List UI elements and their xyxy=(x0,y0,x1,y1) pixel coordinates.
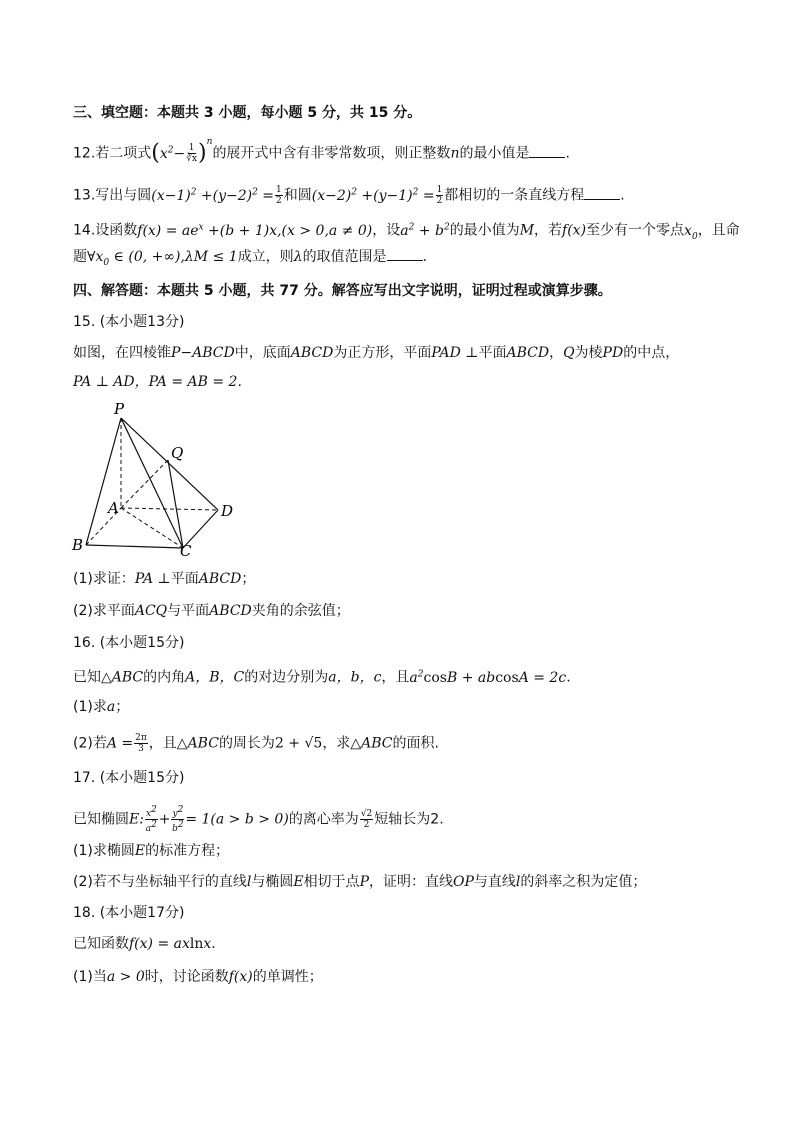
q16-part2-perimeter: 2 + √5 xyxy=(274,735,323,752)
q12-number: 12. xyxy=(73,145,96,162)
edge-CQ xyxy=(168,460,183,548)
q12-end: . xyxy=(565,145,570,162)
q16-part2-frac: $\frac{2\pi}{3}$ xyxy=(135,733,147,754)
q15-plane2: ABCD xyxy=(506,345,550,361)
q16-triangle: △ABC xyxy=(101,669,144,686)
q15-part1-pre: (1)求证： xyxy=(73,571,135,587)
label-D: D xyxy=(221,502,234,520)
q17-l: l xyxy=(246,874,252,890)
q12-expr: $x^2-$ xyxy=(159,145,186,162)
q14-ab: $a^2 + b^2$ xyxy=(400,222,450,239)
label-Q: Q xyxy=(171,444,184,462)
q15-plane: PAD ⊥ xyxy=(431,345,479,361)
q14-mid3: ，若 xyxy=(534,222,563,239)
question-14-line2 xyxy=(73,247,427,273)
edge-BC xyxy=(86,545,183,548)
q15-part2-mid: 与平面 xyxy=(167,603,210,619)
q15-PD: PD xyxy=(602,345,624,361)
q14-number: 14. xyxy=(73,222,96,239)
label-C: C xyxy=(180,542,192,558)
q14-line2-tail: 的取值范围是 xyxy=(302,249,387,265)
q14-pre: 设函数 xyxy=(95,222,138,239)
q14-end: . xyxy=(422,249,428,265)
q18-part1 xyxy=(73,967,323,987)
q17-part2-mid2: 相切于点 xyxy=(303,874,360,890)
q13-pre: 写出与圆 xyxy=(95,187,152,204)
q17-part1-E: E xyxy=(134,843,146,859)
q18-func: f(x) = axlnx xyxy=(129,936,212,952)
q16-part2-tri: △ABC xyxy=(176,735,219,752)
q15-base: ABCD xyxy=(290,345,334,361)
q15-part2-ABCD: ABCD xyxy=(209,603,252,619)
q18-part1-cond: a > 0 xyxy=(106,969,145,985)
q17-part1-pre: (1)求椭圆 xyxy=(73,843,135,859)
question-12: 12.若二项式($x^2-$ $\frac{1}{∛x}$ )$^n$的展开式中含有非零常数项，则正整数n的最小值是 . xyxy=(73,137,570,166)
edge-PD xyxy=(121,418,218,510)
q16-stem-pre: 已知 xyxy=(73,669,101,686)
q17-l2: l xyxy=(515,874,521,890)
q17-stem: 已知椭圆E: $\frac{x^2}{a^2}$ + $\frac{y^2}{b^2}$ = 1(a > b > 0)的离心率为 $\frac{√2}{2}$ 短轴长为2. xyxy=(73,805,444,834)
q16-part1-a: a xyxy=(106,699,116,715)
q13-frac1: $\frac{1}{2}$ xyxy=(276,185,282,207)
q14-lambda: λ xyxy=(293,249,303,265)
q15-Q: Q xyxy=(563,345,575,361)
q15-part2-ACQ: ACQ xyxy=(134,603,168,619)
q15-part1 xyxy=(73,569,255,589)
q14-line2-pre: 题 xyxy=(73,249,87,265)
q16-stem-mid3: ，且 xyxy=(381,669,410,686)
q15-part1-math: PA ⊥ xyxy=(134,571,171,587)
q15-part2 xyxy=(73,601,350,621)
q17-E: E: xyxy=(129,811,144,828)
q16-part2-A: A = xyxy=(106,735,134,752)
q16-part2 xyxy=(73,733,439,754)
q16-part2-mid3: ，求 xyxy=(322,735,351,752)
q15-stem-line2: PA ⊥ AD，PA = AB = 2. xyxy=(73,374,242,390)
q14-mid2: 的最小值为 xyxy=(449,222,520,239)
q12-var: n xyxy=(450,145,460,162)
q16-part2-mid2: 的周长为 xyxy=(218,735,275,752)
q17-part2-mid: 与椭圆 xyxy=(251,874,294,890)
q15-title: 15. (本小题13分) xyxy=(73,314,185,330)
q14-line1-end: ，且命 xyxy=(697,222,740,239)
q13-circle2: $(x-2)^2 +(y-1)^2$ = xyxy=(311,187,435,204)
q17-part1-end: 的标准方程； xyxy=(145,843,230,859)
label-P: P xyxy=(114,400,125,418)
q16-angles: A，B，C xyxy=(185,669,245,686)
q17-P: P xyxy=(359,874,369,890)
q12-lparen: ( xyxy=(151,140,160,166)
q15-part1-plane: ABCD xyxy=(198,571,242,587)
q17-part2 xyxy=(73,872,646,892)
q16-stem: 已知△ABC的内角A，B，C的对边分别为a，b，c，且$a^2\cos B + abcosA = 2c$. xyxy=(73,669,571,686)
label-A: A xyxy=(108,499,119,517)
q16-part2-tri2: △ABC xyxy=(350,735,393,752)
q15-pyramid: P−ABCD xyxy=(171,345,235,361)
q14-mid4: 至少有一个零点 xyxy=(586,222,685,239)
q17-ecc: $\frac{√2}{2}$ xyxy=(360,809,373,830)
q17-E2: E xyxy=(293,874,304,890)
q14-fx: f(x) xyxy=(562,222,587,239)
q17-stem-end: 短轴长为2. xyxy=(374,811,444,828)
q17-part2-pre: (2)若不与坐标轴平行的直线 xyxy=(73,874,247,890)
q16-part1 xyxy=(73,697,129,717)
q17-part2-end: 的斜率之积为定值； xyxy=(520,874,647,890)
fill-section-header: 三、填空题：本题共 3 小题，每小题 5 分，共 15 分。 xyxy=(73,105,422,121)
q16-part2-end: 的面积. xyxy=(392,735,439,752)
q16-equation: $a^2\cos B + abcosA = 2c$ xyxy=(409,669,567,686)
q17-title: 17. (本小题15分) xyxy=(73,770,185,786)
q16-title: 16. (本小题15分) xyxy=(73,635,185,651)
pyramid-figure xyxy=(68,398,248,558)
q16-part2-mid: ，且 xyxy=(148,735,177,752)
q17-OP: OP xyxy=(452,874,474,890)
q12-pre: 若二项式 xyxy=(95,145,152,162)
q17-stem-pre: 已知椭圆 xyxy=(73,811,129,828)
q15-stem-e: ， xyxy=(549,345,564,361)
q16-part2-pre: (2)若 xyxy=(73,735,107,752)
q15-stem-c: 为正方形，平面 xyxy=(333,345,432,361)
q17-part2-mid3: ，证明：直线 xyxy=(368,874,453,890)
q14-condition: $\forall x_0$ ∈ (0, +∞),λM ≤ 1 xyxy=(87,249,238,268)
edge-PB xyxy=(86,418,121,545)
q18-title: 18. (本小题17分) xyxy=(73,905,185,921)
q17-stem-mid: 的离心率为 xyxy=(288,811,359,828)
q16-part1-end: ； xyxy=(115,699,130,715)
q13-tail: 都相切的一条直线方程 xyxy=(444,187,585,204)
q12-tail: 的最小值是 xyxy=(459,145,530,162)
q12-answer-blank[interactable] xyxy=(529,145,565,158)
q15-stem-a: 如图，在四棱锥 xyxy=(73,345,171,361)
q13-frac2: $\frac{1}{2}$ xyxy=(436,185,443,207)
q15-part2-end: 夹角的余弦值； xyxy=(251,603,350,619)
q14-x0: $x_0$ xyxy=(684,222,698,242)
solve-section-header: 四、解答题：本题共 5 小题，共 77 分。解答应写出文字说明，证明过程或演算步骤。 xyxy=(73,283,612,299)
q18-part1-end: 的单调性； xyxy=(252,969,323,985)
q18-stem-pre: 已知函数 xyxy=(73,936,129,952)
question-13 xyxy=(73,182,625,206)
q15-stem-f: 为棱 xyxy=(574,345,603,361)
q14-line2-mid: 成立，则 xyxy=(237,249,294,265)
q17-part1 xyxy=(73,841,229,861)
label-B: B xyxy=(72,536,84,554)
q13-number: 13. xyxy=(73,187,96,204)
q18-part1-mid: 时，讨论函数 xyxy=(144,969,229,985)
q16-stem-mid2: 的对边分别为 xyxy=(244,669,329,686)
q15-part1-end: ； xyxy=(241,571,256,587)
q15-stem-g: 的中点， xyxy=(623,345,680,361)
q18-part1-f: f(x) xyxy=(228,969,253,985)
q12-rparen: ) xyxy=(198,140,207,166)
q13-answer-blank[interactable] xyxy=(584,187,620,200)
q16-sides: a，b，c xyxy=(328,669,382,686)
q17-frac-y: $\frac{y^2}{b^2}$ xyxy=(172,805,184,834)
edge-AD-hidden xyxy=(121,508,218,510)
question-14-line1 xyxy=(73,217,740,246)
q15-stem-b: 中，底面 xyxy=(234,345,291,361)
q12-post: 的展开式中含有非零常数项，则正整数 xyxy=(212,145,451,162)
q15-stem-line1 xyxy=(73,343,679,363)
q13-mid: 和圆 xyxy=(283,187,312,204)
q17-part2-mid4: 与直线 xyxy=(473,874,516,890)
q13-end: . xyxy=(620,187,625,204)
q14-M: M xyxy=(519,222,535,239)
q18-stem-end: . xyxy=(211,936,216,952)
q18-part1-pre: (1)当 xyxy=(73,969,107,985)
q13-circle1: $(x-1)^2 +(y-2)^2$ = xyxy=(151,187,275,204)
q12-fraction: $\frac{1}{∛x}$ xyxy=(186,143,198,165)
q16-part1-pre: (1)求 xyxy=(73,699,107,715)
q17-frac-x: $\frac{x^2}{a^2}$ xyxy=(145,805,157,834)
q14-func: $f(x) = ae^x +(b + 1)x,(x > 0,a \ne 0)$ xyxy=(137,222,373,239)
q18-stem xyxy=(73,934,216,954)
q14-mid: ，设 xyxy=(372,222,401,239)
q17-cond: = 1(a > b > 0) xyxy=(185,811,289,828)
q15-stem-d: 平面 xyxy=(478,345,507,361)
q14-answer-blank[interactable] xyxy=(387,248,423,261)
q15-part2-pre: (2)求平面 xyxy=(73,603,135,619)
q15-part1-mid: 平面 xyxy=(170,571,199,587)
q16-stem-mid: 的内角 xyxy=(143,669,186,686)
